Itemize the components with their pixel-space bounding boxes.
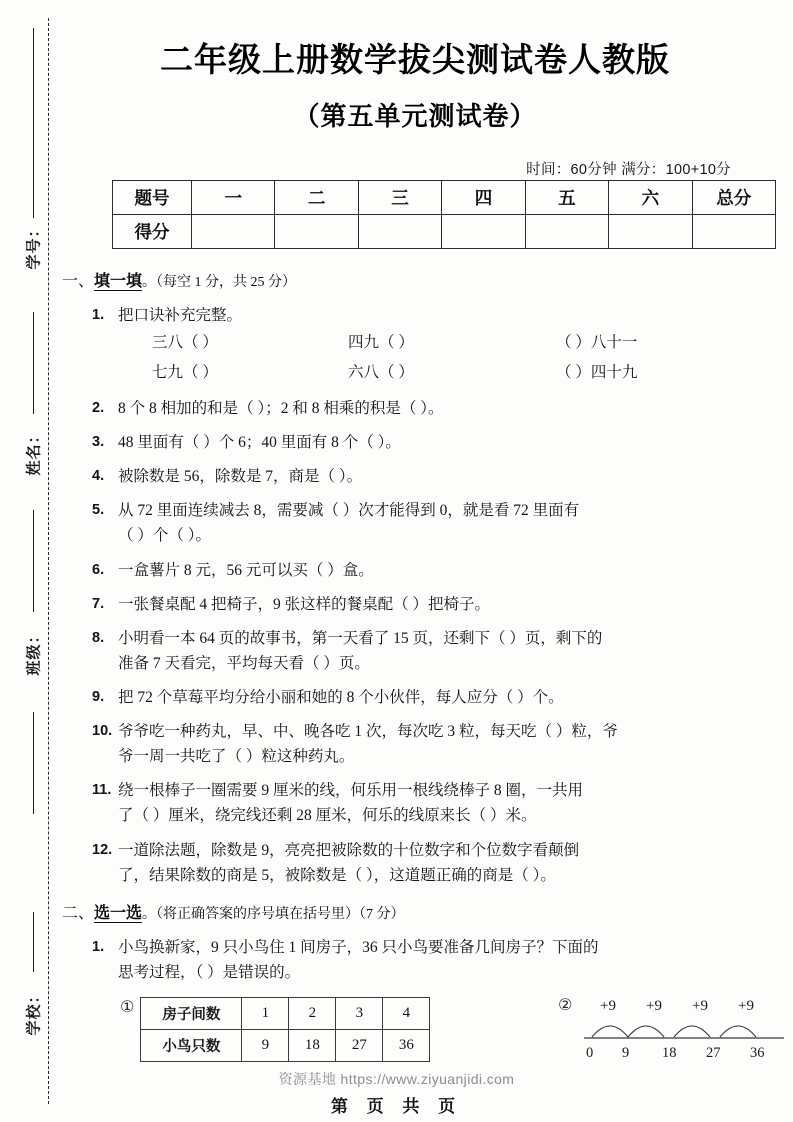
arc-label: +9 — [692, 997, 709, 1014]
score-cell[interactable] — [358, 215, 441, 249]
jump-arc — [628, 1026, 664, 1037]
score-table-col-header: 四 — [442, 181, 525, 215]
question-number: 12. — [92, 841, 113, 858]
question-line: 把 72 个草莓平均分给小丽和她的 8 个小伙伴，每人应分（ ）个。 — [118, 688, 564, 706]
exam-meta: 时间：60分钟 满分：100+10分 — [526, 162, 731, 178]
question-line: 48 里面有（ ）个 6；40 里面有 8 个（ ）。 — [118, 434, 401, 452]
question-number: 9. — [92, 688, 105, 705]
watermark: 资源基地 https://www.ziyuanjidi.com — [278, 1071, 515, 1087]
jump-arc — [674, 1026, 710, 1037]
question-line: 了，结果除数的商是 5，被除数是（ ），这道题正确的商是（ ）。 — [118, 866, 556, 884]
option-marker-1: ① — [120, 996, 135, 1016]
table-row — [141, 1029, 430, 1061]
question-item — [58, 838, 774, 888]
question-number: 1. — [92, 938, 105, 955]
cell-rooms: 1 — [242, 997, 289, 1029]
question-line: 一道除法题，除数是 9，亮亮把被除数的十位数字和个位数字看颠倒 — [118, 841, 580, 859]
question-item — [58, 430, 774, 455]
section-name: 选一选 — [94, 904, 143, 922]
score-cell[interactable] — [609, 215, 692, 249]
question-text — [118, 935, 774, 985]
question-item — [58, 558, 774, 583]
question-text — [118, 498, 774, 548]
row-label-rooms: 房子间数 — [141, 997, 242, 1029]
question-line: 从 72 里面连续减去 8，需要减（ ）次才能得到 0，就是看 72 里面有 — [118, 502, 580, 520]
rail-segment — [33, 510, 34, 612]
question-text — [118, 778, 774, 828]
table-row — [113, 181, 776, 215]
page-subtitle: （第五单元测试卷） — [293, 101, 537, 131]
cell-rooms: 2 — [289, 997, 336, 1029]
question-line: 准备 7 天看完，平均每天看（ ）页。 — [118, 654, 370, 672]
bird-house-table — [140, 997, 430, 1062]
cell-birds: 9 — [242, 1029, 289, 1061]
question-text — [118, 558, 774, 583]
question-number: 6. — [92, 561, 105, 578]
exam-content — [58, 262, 774, 1083]
question-text — [118, 838, 774, 888]
koujue-row — [58, 328, 774, 357]
question-item — [58, 592, 774, 617]
question-text — [118, 592, 774, 617]
page-indicator: 第 页 共 页 — [330, 1097, 463, 1116]
section-note: 。（将正确答案的序号填在括号里）（7 分） — [142, 906, 405, 922]
question-line: 一张餐桌配 4 把椅子，9 张这样的餐桌配（ ）把椅子。 — [118, 595, 491, 613]
jump-arc — [720, 1026, 756, 1037]
question-item — [58, 935, 774, 985]
score-cell[interactable] — [525, 215, 608, 249]
arc-label: +9 — [738, 997, 755, 1014]
question-line: 爷一周一共吃了（ ）粒这种药丸。 — [118, 748, 355, 766]
question-number: 10. — [92, 723, 113, 740]
question-number: 5. — [92, 502, 105, 519]
score-table-col-header: 二 — [275, 181, 358, 215]
koujue-row — [58, 358, 774, 387]
arc-label: +9 — [646, 997, 663, 1014]
question-line: 一盒薯片 8 元，56 元可以买（ ）盒。 — [118, 561, 374, 579]
question-number: 4. — [92, 468, 105, 485]
question-text — [118, 396, 774, 421]
question-number: 1. — [92, 307, 105, 323]
table-row — [141, 997, 430, 1029]
margin-rail — [0, 0, 56, 1122]
section-heading-1 — [62, 270, 774, 294]
rail-segment — [33, 712, 34, 814]
score-table-row-label: 得分 — [113, 215, 192, 249]
question-text — [118, 626, 774, 676]
cell-birds: 18 — [289, 1029, 336, 1061]
koujue-blank[interactable]: 六八（ ） — [348, 363, 414, 381]
question-number: 7. — [92, 595, 105, 612]
question-line: 爷爷吃一种药丸，早、中、晚各吃 1 次，每次吃 3 粒，每天吃（ ）粒，爷 — [118, 723, 618, 741]
tick-label: 36 — [750, 1044, 765, 1061]
score-table-row-label: 题号 — [113, 181, 192, 215]
question-item — [58, 778, 774, 828]
koujue-blank[interactable]: （ ）四十九 — [556, 363, 638, 381]
tick-label: 27 — [706, 1044, 721, 1061]
question-number: 2. — [92, 399, 105, 416]
rail-segment — [33, 312, 34, 414]
question-number: 11. — [92, 782, 112, 799]
koujue-blank[interactable]: 四九（ ） — [348, 334, 414, 352]
page-title: 二年级上册数学拔尖测试卷人教版 — [160, 41, 670, 78]
score-table-col-header: 总分 — [692, 181, 775, 215]
cell-rooms: 4 — [383, 997, 430, 1029]
score-table-col-header: 一 — [192, 181, 275, 215]
section-note: 。（每空 1 分，共 25 分） — [142, 275, 297, 290]
margin-label-name: 姓名： — [25, 427, 43, 476]
tick-label: 9 — [622, 1044, 630, 1061]
choice-option-1[interactable] — [120, 997, 430, 1062]
cell-rooms: 3 — [336, 997, 383, 1029]
question-line: 小鸟换新家，9 只小鸟住 1 间房子，36 只小鸟要准备几间房子？下面的 — [118, 938, 599, 956]
section-heading-2 — [62, 902, 774, 926]
score-cell[interactable] — [692, 215, 775, 249]
cell-birds: 27 — [336, 1029, 383, 1061]
score-table-col-header: 五 — [525, 181, 608, 215]
margin-label-class: 班级： — [25, 627, 43, 676]
rail-segment — [33, 912, 34, 972]
koujue-blank[interactable]: （ ）八十一 — [556, 334, 638, 352]
koujue-blank[interactable]: 七九（ ） — [152, 363, 218, 381]
question-line: 了（ ）厘米，绕完线还剩 28 厘米，何乐的线原来长（ ）米。 — [118, 807, 537, 825]
score-cell[interactable] — [192, 215, 275, 249]
section-marker: 二、 — [62, 904, 95, 922]
score-table-col-header: 六 — [609, 181, 692, 215]
cut-dashed-line — [48, 18, 49, 1104]
question-text — [118, 464, 774, 489]
score-cell[interactable] — [442, 215, 525, 249]
question-item — [58, 464, 774, 489]
question-line: 思考过程，（ ）是错误的。 — [118, 963, 301, 981]
section-name: 填一填 — [94, 273, 143, 290]
question-item — [58, 303, 774, 328]
number-line-diagram — [578, 995, 790, 1071]
question-line: 8 个 8 相加的和是（ ）；2 和 8 相乘的积是（ ）。 — [118, 399, 444, 417]
question-line: 把口诀补充完整。 — [118, 307, 243, 324]
jump-arc — [592, 1026, 628, 1037]
option-marker-2: ② — [558, 994, 573, 1014]
choice-option-2[interactable] — [558, 995, 790, 1071]
question-text — [118, 685, 774, 710]
question-item — [58, 396, 774, 421]
question-text — [118, 719, 774, 769]
question-item — [58, 498, 774, 548]
question-number: 3. — [92, 434, 105, 451]
score-table — [112, 180, 776, 249]
question-number: 8. — [92, 629, 105, 646]
question-line: （ ）个（ ）。 — [118, 527, 212, 545]
score-cell[interactable] — [275, 215, 358, 249]
koujue-blank[interactable]: 三八（ ） — [152, 334, 218, 352]
score-table-col-header: 三 — [358, 181, 441, 215]
row-label-birds: 小鸟只数 — [141, 1029, 242, 1061]
question-text — [118, 303, 774, 328]
tick-label: 18 — [662, 1044, 677, 1061]
tick-label: 0 — [586, 1044, 594, 1061]
question-text — [118, 430, 774, 455]
table-row — [113, 215, 776, 249]
question-item — [58, 719, 774, 769]
section-marker: 一、 — [62, 273, 95, 290]
question-line: 小明看一本 64 页的故事书，第一天看了 15 页，还剩下（ ）页，剩下的 — [118, 629, 603, 647]
margin-label-student-id: 学号： — [25, 221, 43, 270]
cell-birds: 36 — [383, 1029, 430, 1061]
question-line: 被除数是 56，除数是 7，商是（ ）。 — [118, 468, 363, 486]
question-item — [58, 685, 774, 710]
arc-label: +9 — [600, 997, 617, 1014]
rail-segment — [33, 28, 34, 218]
margin-label-school: 学校： — [25, 987, 43, 1036]
question-line: 绕一根棒子一圈需要 9 厘米的线，何乐用一根线绕棒子 8 圈，一共用 — [118, 782, 584, 800]
question-item — [58, 626, 774, 676]
